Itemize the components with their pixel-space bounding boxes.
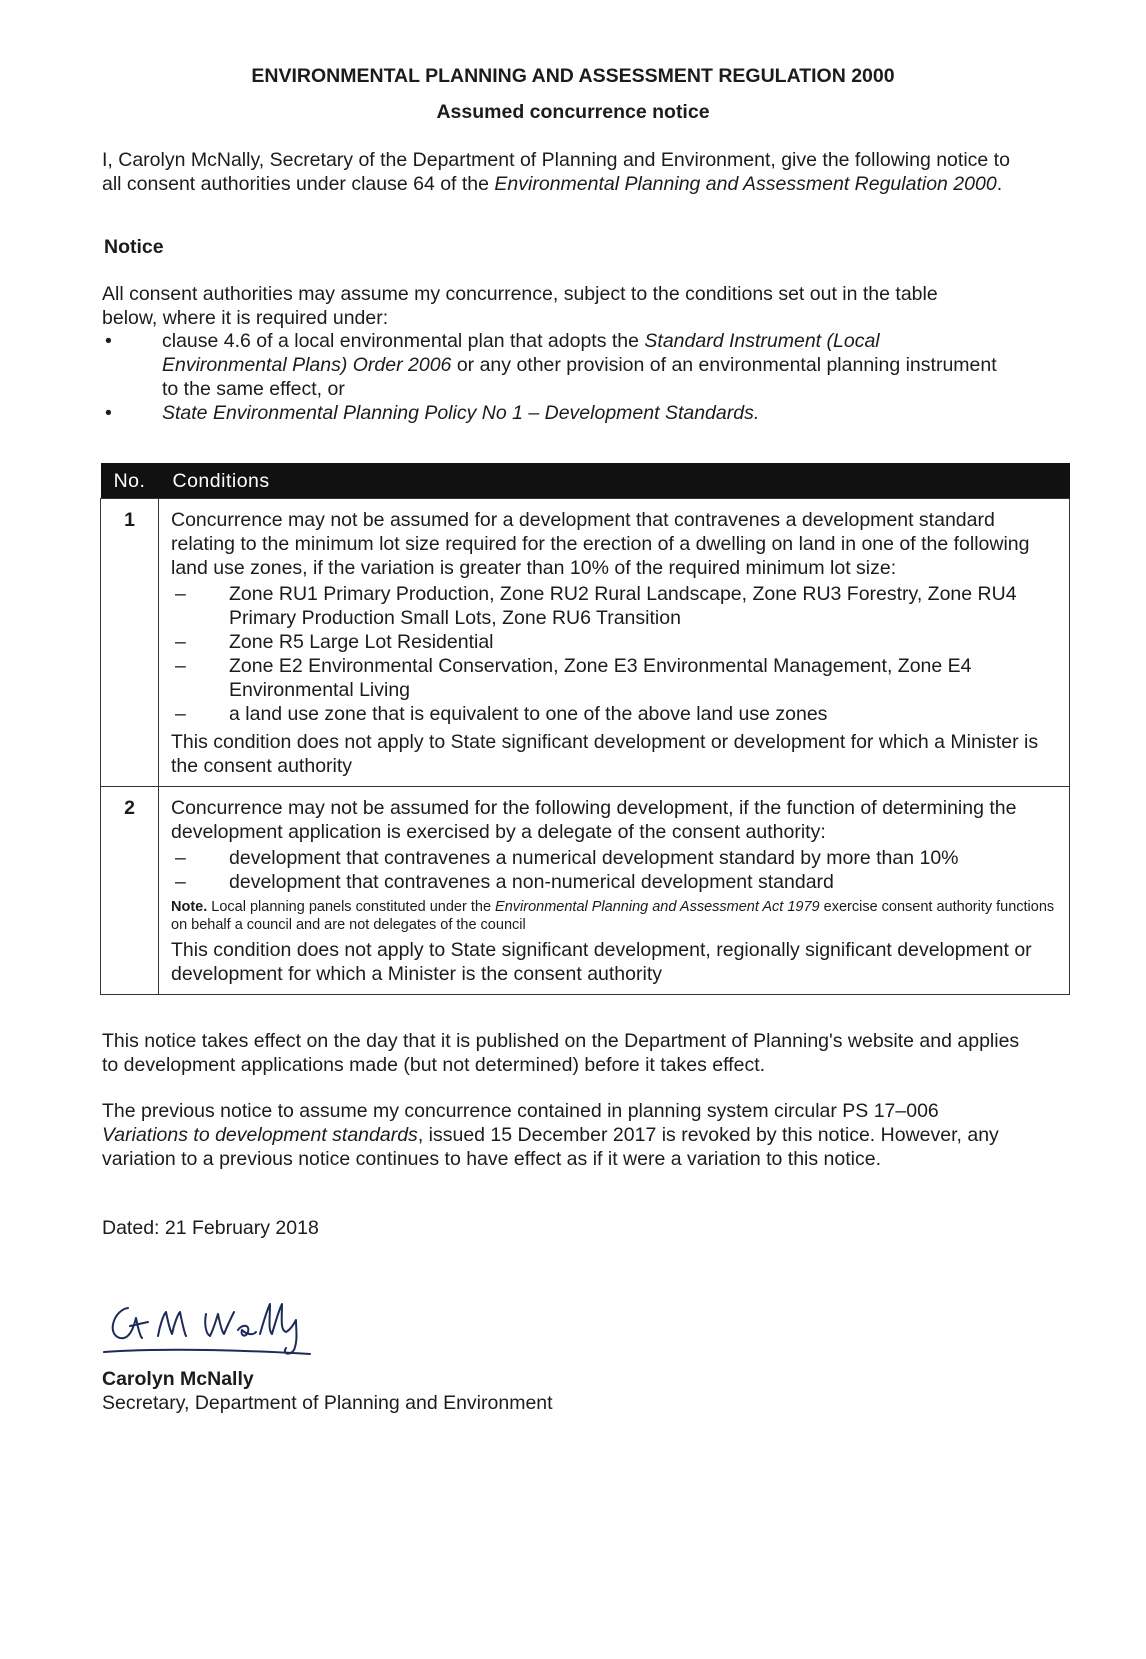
- condition-note: [171, 898, 1057, 934]
- conditions-table: [100, 463, 1070, 995]
- header-conditions: Conditions: [159, 463, 1070, 499]
- condition-intro: Concurrence may not be assumed for a development that contravenes a development standard relating to the minimum lot size required for the erection of a dwelling on land in one of the following land use zones, if the variation is greater than 10% of the required minimum lot size:: [171, 509, 1030, 579]
- note-label: Note.: [171, 899, 208, 915]
- header-no: No.: [101, 463, 159, 499]
- zone-list: [171, 582, 1057, 726]
- bullet-text: clause 4.6 of a local environmental plan that adopts the: [162, 330, 645, 352]
- list-item-text: Zone E2 Environmental Conservation, Zone E3 Environmental Management, Zone E4 Environmental Living: [229, 655, 972, 701]
- list-item-text: Zone RU1 Primary Production, Zone RU2 Rural Landscape, Zone RU3 Forestry, Zone RU4 Primary Production Small Lots, Zone RU6 Transition: [229, 583, 1017, 629]
- document-title: ENVIRONMENTAL PLANNING AND ASSESSMENT REGULATION 2000: [251, 65, 895, 87]
- signature: [100, 1290, 340, 1366]
- note-text: Local planning panels constituted under the: [207, 899, 496, 915]
- bullet-dot-icon: •: [105, 330, 112, 352]
- circular-title: Variations to development standards: [102, 1124, 418, 1146]
- bullet-item: [102, 401, 1002, 425]
- condition-closing: This condition does not apply to State significant development or development for which a Minister is the consent authority: [171, 731, 1039, 777]
- bullet-instrument-name: Standard Instrument (Local Environmental Plans) Order 2006: [162, 330, 880, 376]
- condition-closing: This condition does not apply to State significant development, regionally significant development or development for which a Minister is the consent authority: [171, 939, 1032, 985]
- previous-text: The previous notice to assume my concurrence contained in planning system circular PS 17–006: [102, 1100, 939, 1122]
- condition-number: 1: [101, 499, 159, 787]
- dated-line: Dated: 21 February 2018: [102, 1217, 319, 1239]
- note-act-name: Environmental Planning and Assessment Act 1979: [495, 899, 820, 915]
- signatory-name: Carolyn McNally: [102, 1368, 254, 1390]
- signatory-title: Secretary, Department of Planning and Environment: [102, 1392, 553, 1414]
- list-item: – a land use zone that is equivalent to one of the above land use zones: [175, 703, 828, 725]
- intro-end: .: [996, 173, 1003, 195]
- note-text-end: exercise consent authority functions on behalf a council and are not delegates of the council: [171, 899, 1055, 933]
- condition-number: 2: [101, 787, 159, 995]
- list-item: – Zone RU1 Primary Production, Zone RU2 Rural Landscape, Zone RU3 Forestry, Zone RU4 Primary Production Small Lots, Zone RU6 Transition: [175, 583, 1017, 629]
- list-item: – Zone E2 Environmental Conservation, Zone E3 Environmental Management, Zone E4 Environmental Living: [175, 655, 972, 701]
- table-row: [101, 499, 1070, 787]
- development-list: [171, 846, 1057, 894]
- list-item-text: development that contravenes a non-numerical development standard: [229, 871, 834, 893]
- notice-paragraph: All consent authorities may assume my concurrence, subject to the conditions set out in the table below, where it is required under:: [102, 283, 938, 329]
- effect-paragraph: This notice takes effect on the day that it is published on the Department of Planning's website and applies to development applications made (but not determined) before it takes effect.: [102, 1030, 1020, 1076]
- list-item-text: a land use zone that is equivalent to one of the above land use zones: [229, 703, 828, 725]
- bullet-policy-name: State Environmental Planning Policy No 1 – Development Standards.: [162, 402, 760, 424]
- notice-heading: Notice: [104, 236, 164, 258]
- intro-paragraph: [102, 148, 1022, 196]
- intro-act-name: Environmental Planning and Assessment Regulation 2000: [494, 173, 997, 195]
- list-item: – development that contravenes a numerical development standard by more than 10%: [175, 847, 959, 869]
- condition-body: [159, 499, 1070, 787]
- previous-text-end: , issued 15 December 2017 is revoked by this notice. However, any variation to a previous notice continues to have effect as if it were a variation to this notice.: [102, 1124, 999, 1170]
- list-item: – development that contravenes a non-numerical development standard: [175, 871, 834, 893]
- conditions-table-header: [101, 463, 1070, 499]
- list-item-text: development that contravenes a numerical development standard by more than 10%: [229, 847, 959, 869]
- bullet-text-end: or any other provision of an environmental planning instrument to the same effect, or: [162, 354, 997, 400]
- notice-bullet-list: [102, 329, 1002, 425]
- bullet-item: [102, 329, 1002, 401]
- table-row: [101, 787, 1070, 995]
- bullet-dot-icon: •: [105, 402, 112, 424]
- list-item-text: Zone R5 Large Lot Residential: [229, 631, 494, 653]
- previous-notice-paragraph: [102, 1099, 1022, 1171]
- condition-intro: Concurrence may not be assumed for the following development, if the function of determining the development application is exercised by a delegate of the consent authority:: [171, 797, 1017, 843]
- document-subtitle: Assumed concurrence notice: [436, 101, 710, 123]
- signature-icon: [100, 1290, 340, 1360]
- condition-body: [159, 787, 1070, 995]
- list-item: – Zone R5 Large Lot Residential: [175, 631, 494, 653]
- intro-text: I, Carolyn McNally, Secretary of the Department of Planning and Environment, give the following notice to all consent authorities under clause 64 of the: [102, 149, 1010, 195]
